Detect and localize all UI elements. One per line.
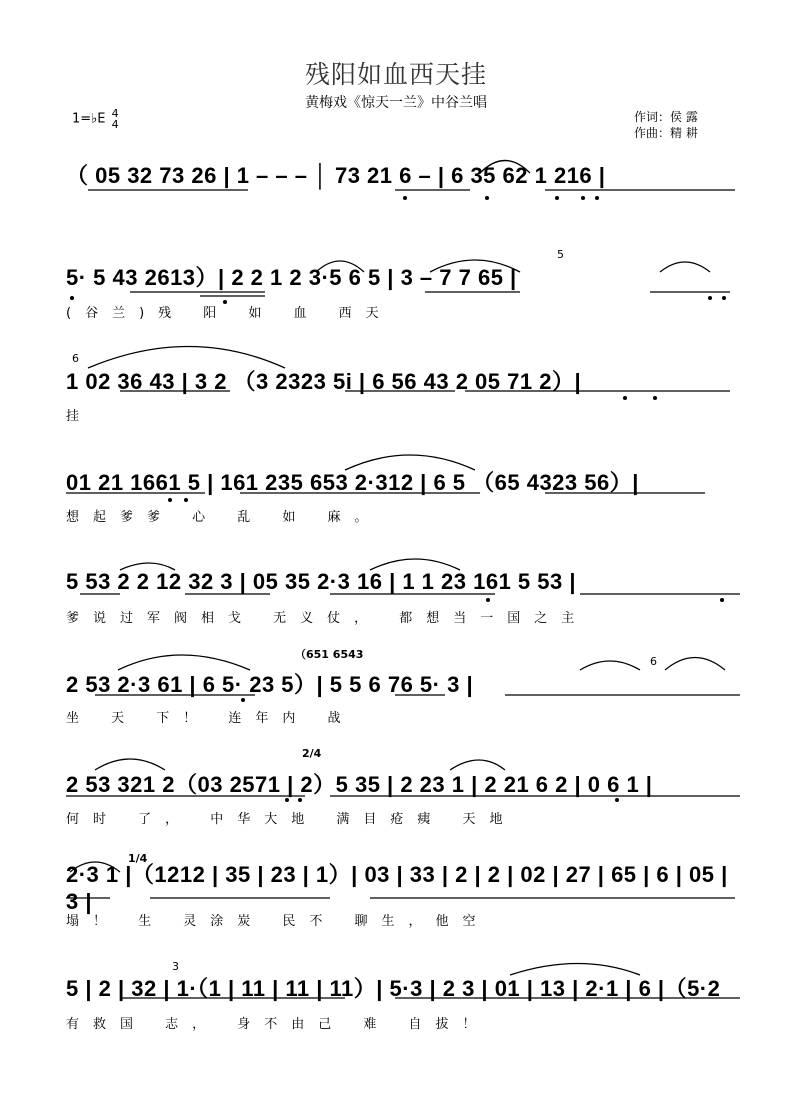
- score-subtitle: 黄梅戏《惊天一兰》中谷兰唱: [305, 95, 487, 111]
- meter-change-24: 2/4: [302, 747, 322, 760]
- lyrics-line-4: 想起爹爹 心 乱 如 麻。: [66, 510, 382, 525]
- grace-note: 3: [172, 960, 179, 973]
- lyricist-credit: 作词：侯 露: [634, 110, 698, 124]
- octave-dot: [581, 196, 585, 200]
- octave-dot: [485, 196, 489, 200]
- time-bottom: 4: [111, 118, 119, 131]
- notes-line-5: 5 53 2 2 12 32 3 | 05 35 2·3 16 | 1 1 23 161 5 53 |: [66, 569, 577, 594]
- lyrics-line-9: 有救国 志， 身不由己 难 自拔！: [66, 1017, 490, 1032]
- lyrics-line-6: 坐 天 下！ 连年内 战: [66, 711, 355, 726]
- notes-line-4: 01 21 1661 5 | 161 235 653 2·312 | 6 5 （65 4323 56）|: [66, 469, 639, 495]
- score-title: 残阳如血西天挂: [304, 60, 487, 89]
- octave-dot: [708, 296, 712, 300]
- time-top: 4: [111, 107, 119, 120]
- ornament-note: （651 6543: [295, 648, 364, 661]
- lyrics-line-2: (谷兰)残 阳 如 血 西天: [66, 306, 393, 321]
- grace-note: 6: [72, 352, 79, 365]
- octave-dot: [403, 196, 407, 200]
- octave-dot: [595, 196, 599, 200]
- time-signature: [112, 108, 119, 130]
- notes-line-9: 5 | 2 | 32 | 1·（1 | 11 | 11 | 11）| 5·3 | 2 3 | 01 | 13 | 2·1 | 6 |（5·2: [66, 975, 721, 1001]
- octave-dot: [70, 296, 74, 300]
- meter-change-14: 1/4: [128, 852, 148, 865]
- lyrics-line-7: 何时 了， 中华大地 满目疮痍 天地: [66, 812, 517, 827]
- lyrics-line-3: 挂: [66, 409, 94, 424]
- notes-line-7: 2 53 321 2（03 2571 | 2）5 35 | 2 23 1 | 2 21 6 2 | 0 6 1 |: [66, 771, 653, 797]
- key-label: 1=♭E: [72, 111, 106, 127]
- notes-line-2: 5· 5 43 2613）| 2 2 1 2 3·5 6 5 | 3 – 7 7 65 |: [66, 264, 517, 290]
- key-signature: [72, 108, 119, 130]
- lyrics-line-5: 爹说过军阀相戈 无义仗， 都想当一国之主: [66, 611, 589, 626]
- lyrics-line-8: 塌！ 生 灵涂炭 民不 聊生，他空: [66, 914, 490, 929]
- notes-line-8: 2·3 1 |（1212 | 35 | 23 | 1）| 03 | 33 | 2 | 2 | 02 | 27 | 65 | 6 | 05 | 3 |: [66, 861, 728, 914]
- octave-dot: [722, 296, 726, 300]
- notes-line-6: 2 53 2·3 61 | 6 5· 23 5）| 5 5 6 76 5· 3 |: [66, 671, 474, 697]
- grace-note: 5: [557, 248, 564, 261]
- octave-dot: [555, 196, 559, 200]
- notes-line-3: 1 02 36 43 | 3 2 （3 2323 5i | 6 56 43 2 05 71 2）|: [66, 368, 582, 394]
- grace-note: 6: [650, 655, 657, 668]
- notes-line-1: （ 05 32 73 26 | 1 – – – │ 73 21 6 – | 6 35 62 1 216 |: [66, 162, 606, 188]
- composer-credit: 作曲：精 耕: [634, 126, 698, 140]
